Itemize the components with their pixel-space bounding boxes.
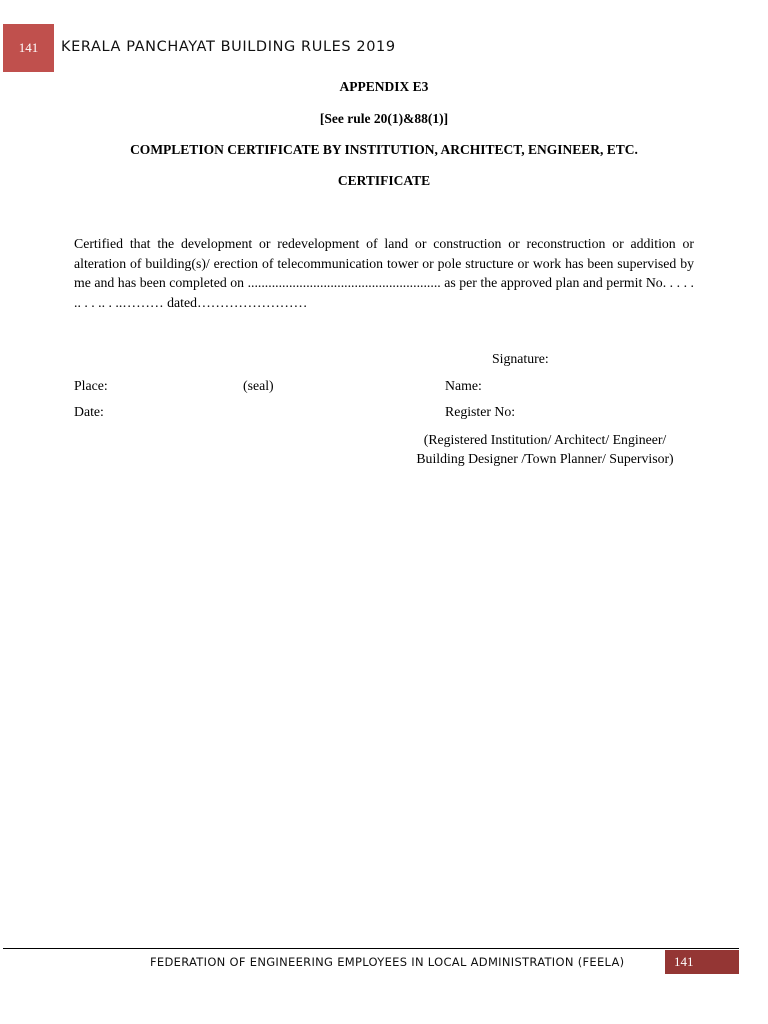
header-page-number-badge bbox=[3, 24, 54, 72]
register-number-label: Register No: bbox=[445, 404, 516, 419]
rule-reference: [See rule 20(1)&88(1)] bbox=[319, 111, 449, 126]
certification-paragraph: Certified that the development or redevelopment of land or construction or reconstruction or addition or alteration of building(s)/ erection of telecommunication tower or pole structure or work has been supervised by me and has been completed on ........................................................ as per the approved plan and permit No. . . . . .. . . .. . ..……… dated…………………… bbox=[74, 236, 694, 310]
name-label: Name: bbox=[445, 378, 482, 393]
designation-line-2: Building Designer /Town Planner/ Supervisor) bbox=[416, 451, 674, 466]
designation-block bbox=[380, 430, 710, 468]
designation-line-1: (Registered Institution/ Architect/ Engineer/ bbox=[423, 432, 667, 447]
footer-page-number: 141 bbox=[674, 954, 694, 969]
footer-page-number-badge bbox=[665, 950, 739, 974]
header-title: KERALA PANCHAYAT BUILDING RULES 2019 bbox=[61, 39, 396, 55]
place-label: Place: bbox=[74, 378, 108, 393]
footer-divider bbox=[3, 948, 739, 949]
certificate-heading: CERTIFICATE bbox=[337, 173, 431, 188]
signature-label: Signature: bbox=[492, 351, 549, 366]
date-label: Date: bbox=[74, 404, 104, 419]
completion-certificate-heading: COMPLETION CERTIFICATE BY INSTITUTION, ARCHITECT, ENGINEER, ETC. bbox=[130, 142, 638, 157]
seal-label: (seal) bbox=[243, 378, 274, 393]
appendix-heading: APPENDIX E3 bbox=[339, 79, 429, 94]
header-page-number: 141 bbox=[18, 40, 39, 55]
footer-text: FEDERATION OF ENGINEERING EMPLOYEES IN LOCAL ADMINISTRATION (FEELA) bbox=[150, 955, 625, 969]
